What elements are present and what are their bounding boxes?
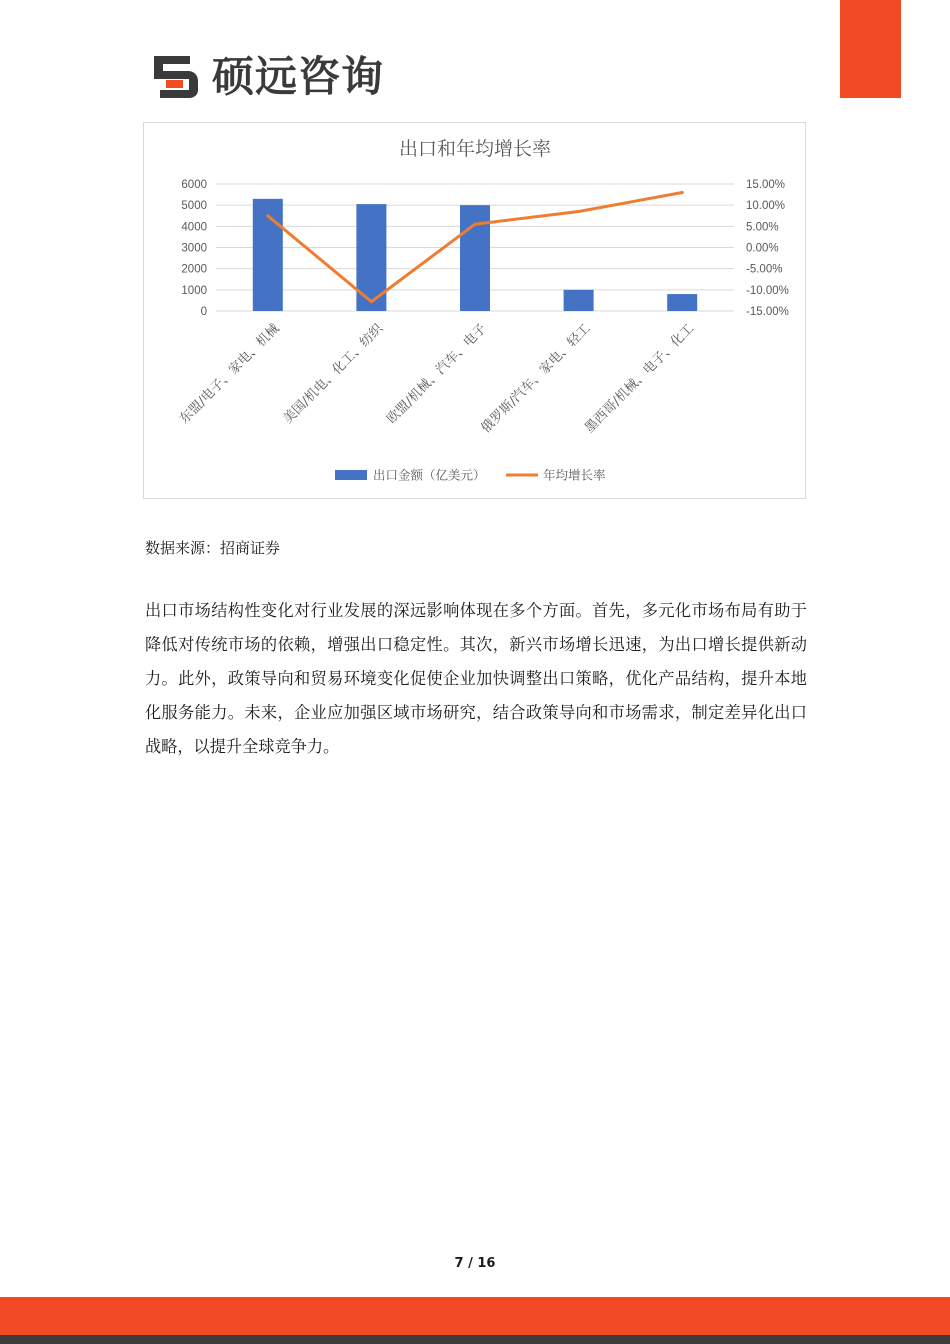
y-right-tick-label: -15.00% bbox=[746, 306, 789, 318]
y-right-tick-label: -10.00% bbox=[746, 284, 789, 297]
y-left-tick-label: 3000 bbox=[181, 242, 207, 255]
line-point-growth-rate bbox=[266, 214, 269, 217]
x-category-label: 美国/机电、化工、纺织 bbox=[280, 321, 387, 427]
line-point-growth-rate bbox=[370, 300, 373, 303]
footer-band bbox=[0, 1297, 950, 1335]
export-growth-chart bbox=[144, 123, 807, 500]
line-point-growth-rate bbox=[577, 210, 580, 213]
footer-strip bbox=[0, 1335, 950, 1344]
page-number: 7 / 16 bbox=[454, 1256, 496, 1271]
company-logo bbox=[152, 52, 384, 102]
y-right-tick-label: 0.00% bbox=[746, 242, 779, 255]
corner-accent-tab bbox=[840, 0, 901, 98]
legend-label-export-amount: 出口金额（亿美元） bbox=[373, 467, 486, 483]
y-left-tick-label: 2000 bbox=[181, 263, 207, 276]
data-source-note: 数据来源：招商证券 bbox=[145, 539, 281, 557]
bar-export-amount bbox=[667, 294, 697, 311]
legend-label-growth-rate: 年均增长率 bbox=[543, 467, 606, 483]
logo-text: 硕远咨询 bbox=[212, 52, 385, 101]
x-category-label: 欧盟/机械、汽车、电子 bbox=[384, 321, 490, 427]
y-left-tick-label: 0 bbox=[200, 306, 207, 318]
bar-export-amount bbox=[460, 205, 490, 311]
y-left-tick-label: 5000 bbox=[181, 200, 207, 213]
chart-title: 出口和年均增长率 bbox=[398, 138, 552, 160]
body-paragraph: 出口市场结构性变化对行业发展的深远影响体现在多个方面。首先，多元化市场布局有助于降低对传统市场的依赖，增强出口稳定性。其次，新兴市场增长迅速，为出口增长提供新动力。此外，政策导向和贸易环境变化促使企业加快调整出口策略，优化产品结构，提升本地化服务能力。未来，企业应加强区域市场研究，结合政策导向和市场需求，制定差异化出口战略，以提升全球竞争力。 bbox=[145, 601, 807, 756]
bar-export-amount bbox=[564, 290, 594, 311]
x-category-label: 俄罗斯/汽车、家电、轻工 bbox=[478, 321, 594, 437]
line-point-growth-rate bbox=[681, 191, 684, 194]
y-left-tick-label: 4000 bbox=[181, 221, 207, 234]
logo-mark-icon bbox=[152, 54, 200, 100]
y-right-tick-label: -5.00% bbox=[746, 263, 783, 276]
x-category-label: 墨西哥/机械、电子、化工 bbox=[582, 321, 698, 437]
y-right-tick-label: 15.00% bbox=[746, 179, 786, 191]
legend-swatch-bar bbox=[335, 470, 367, 480]
y-left-tick-label: 6000 bbox=[181, 179, 207, 191]
line-point-growth-rate bbox=[474, 223, 477, 226]
y-right-tick-label: 10.00% bbox=[746, 200, 786, 213]
x-category-label: 东盟/电子、家电、机械 bbox=[176, 321, 283, 427]
y-left-tick-label: 1000 bbox=[181, 284, 207, 297]
y-right-tick-label: 5.00% bbox=[746, 221, 779, 234]
chart-container bbox=[143, 122, 806, 499]
